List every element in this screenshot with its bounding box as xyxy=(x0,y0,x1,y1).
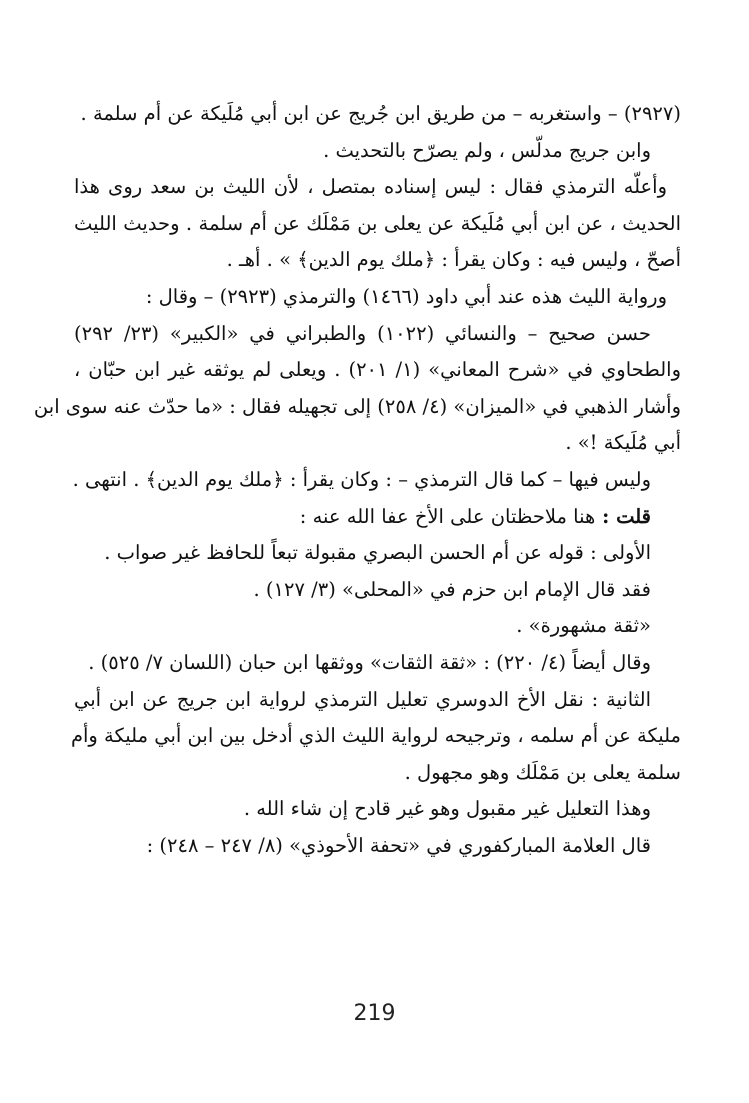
text-line xyxy=(74,242,681,279)
line-text: هنا ملاحظتان على الأخ عفا الله عنه : xyxy=(299,504,596,528)
line-text: أصحّ ، وليس فيه : وكان يقرأ : ﴿ملك يوم الدين﴾ » . أهـ . xyxy=(226,248,681,272)
text-line xyxy=(74,133,681,170)
text-line xyxy=(74,462,681,499)
text-line xyxy=(74,535,681,572)
line-text: وهذا التعليل غير مقبول وهو غير قادح إن شاء الله . xyxy=(243,797,651,821)
text-line xyxy=(74,499,681,536)
line-text: مليكة عن أم سلمه ، وترجيحه لرواية الليث الذي أدخل بين ابن أبي مليكة وأم xyxy=(70,724,681,748)
bold-keyword: قلت : xyxy=(595,504,651,528)
text-line xyxy=(74,828,681,865)
line-text: وأشار الذهبي في «الميزان» (٤/ ٢٥٨) إلى تجهيله فقال : «ما حدّث عنه سوى ابن xyxy=(33,394,681,418)
line-text: وابن جريج مدلّس ، ولم يصرّح بالتحديث . xyxy=(323,138,651,162)
line-text: فقد قال الإمام ابن حزم في «المحلى» (٣/ ١٢٧) . xyxy=(253,577,651,601)
text-line xyxy=(74,352,681,389)
body-text xyxy=(33,96,682,864)
line-text: الحديث ، عن ابن أبي مُلَيكة عن يعلى بن مَمْلَك عن أم سلمة . وحديث الليث xyxy=(74,211,681,235)
text-line xyxy=(74,645,681,682)
line-text: قال العلامة المباركفوري في «تحفة الأحوذي» (٨/ ٢٤٧ – ٢٤٨) : xyxy=(146,833,651,857)
text-line xyxy=(74,316,681,353)
text-line xyxy=(74,96,681,133)
line-text: وليس فيها – كما قال الترمذي – : وكان يقرأ : ﴿ملك يوم الدين﴾ . انتهى . xyxy=(72,467,651,491)
line-text: والطحاوي في «شرح المعاني» (١/ ٢٠١) . ويعلى لم يوثقه غير ابن حبّان ، xyxy=(74,358,682,382)
line-text: (٢٩٢٧) – واستغربه – من طريق ابن جُريج عن ابن أبي مُلَيكة عن أم سلمة . xyxy=(80,102,681,125)
page-number: 219 xyxy=(353,1001,396,1026)
text-line xyxy=(74,791,681,828)
text-line xyxy=(74,169,681,206)
line-text: وقال أيضاً (٤/ ٢٢٠) : «ثقة الثقات» ووثقها ابن حبان (اللسان ٧/ ٥٢٥) . xyxy=(88,650,651,674)
text-line xyxy=(74,608,681,645)
line-text: «ثقة مشهورة» . xyxy=(516,614,651,638)
text-line xyxy=(74,206,681,243)
line-text: الأولى : قوله عن أم الحسن البصري مقبولة تبعاً للحافظ غير صواب . xyxy=(104,541,651,565)
line-text: حسن صحيح – والنسائي (١٠٢٢) والطبراني في «الكبير» (٢٣/ ٢٩٢) xyxy=(74,321,651,345)
text-line xyxy=(74,755,681,792)
text-line xyxy=(33,389,681,426)
line-text: أبي مُلَيكة !» . xyxy=(565,431,681,455)
text-line xyxy=(74,572,681,609)
line-text: سلمة يعلى بن مَمْلَك وهو مجهول . xyxy=(404,760,681,784)
text-line xyxy=(74,279,681,316)
text-line xyxy=(74,682,681,719)
text-line xyxy=(70,718,681,755)
line-text: ورواية الليث هذه عند أبي داود (١٤٦٦) والترمذي (٢٩٢٣) – وقال : xyxy=(145,284,667,308)
line-text: وأعلّه الترمذي فقال : ليس إسناده بمتصل ، لأن الليث بن سعد روى هذا xyxy=(74,175,667,199)
line-text: الثانية : نقل الأخ الدوسري تعليل الترمذي لرواية ابن جريج عن ابن أبي xyxy=(74,687,651,711)
text-line xyxy=(74,425,681,462)
